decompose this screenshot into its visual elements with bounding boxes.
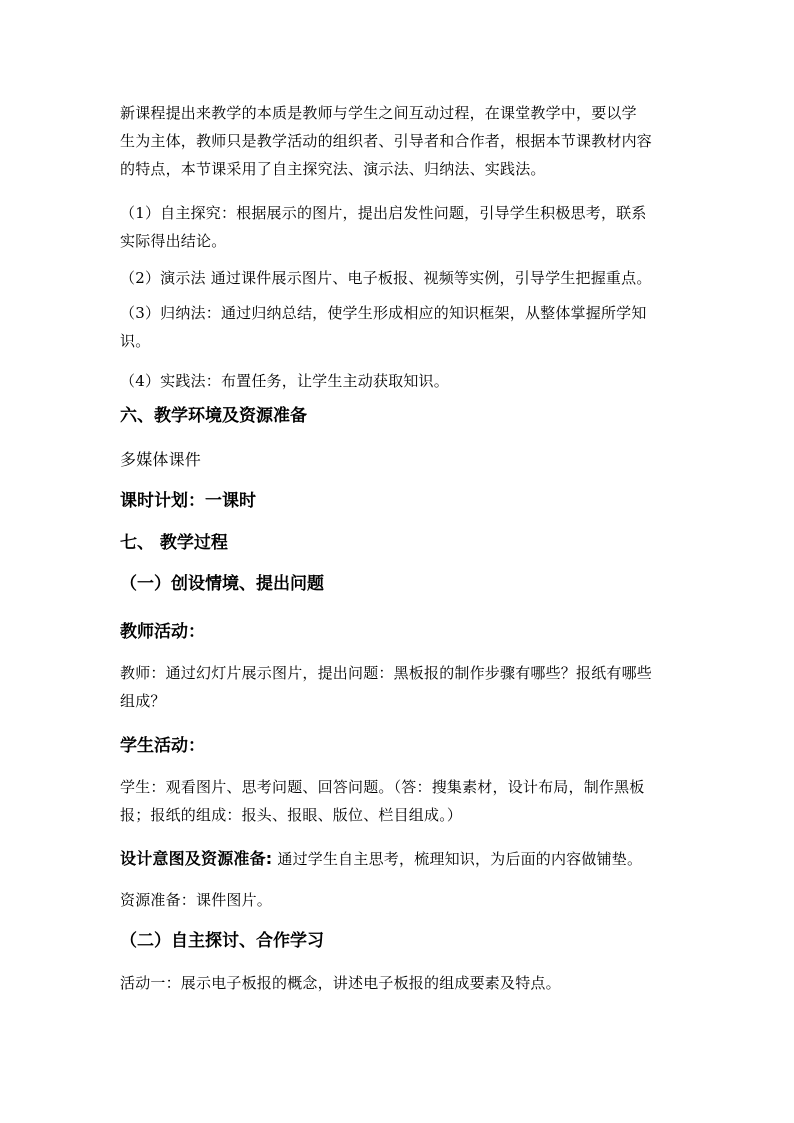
- text-line: 新课程提出来教学的本质是教师与学生之间互动过程，在课堂教学中，要以学: [120, 104, 637, 122]
- text-line: （3）归纳法：通过归纳总结，使学生形成相应的知识框架，从整体掌握所学知: [120, 304, 647, 322]
- intro-paragraph: [120, 99, 680, 183]
- resource-paragraph: [120, 886, 680, 914]
- teacher-activity-text: [120, 659, 680, 715]
- section-6-body: [120, 446, 680, 474]
- method-1-paragraph: [120, 199, 680, 255]
- subsection-2-heading: （二）自主探讨、合作学习: [120, 931, 324, 951]
- text-line: 组成？: [120, 692, 166, 710]
- design-intent-label: 设计意图及资源准备:: [120, 849, 273, 868]
- text-line: （4）实践法：布置任务，让学生主动获取知识。: [120, 372, 449, 390]
- text-line: 学生：观看图片、思考问题、回答问题。（答：搜集素材，设计布局，制作黑板: [120, 778, 645, 796]
- student-activity-text: [120, 773, 680, 829]
- text-line: （1）自主探究：根据展示的图片，提出启发性问题，引导学生积极思考，联系: [120, 204, 647, 222]
- method-2-paragraph: [120, 264, 680, 292]
- text-line: 活动一：展示电子板报的概念，讲述电子板报的组成要素及特点。: [120, 974, 561, 992]
- text-line: （2）演示法 通过课件展示图片、电子板报、视频等实例，引导学生把握重点。: [120, 269, 652, 287]
- activity-1-paragraph: [120, 969, 680, 997]
- text-line: [120, 845, 680, 873]
- design-intent-text: 通过学生自主思考，梳理知识，为后面的内容做铺垫。: [272, 850, 643, 868]
- method-4-paragraph: [120, 367, 680, 395]
- student-activity-label: 学生活动：: [120, 736, 205, 756]
- text-line: 报；报纸的组成：报头、报眼、版位、栏目组成。）: [120, 806, 463, 824]
- section-6-heading: 六、教学环境及资源准备: [120, 406, 307, 426]
- section-7-heading: 七、 教学过程: [120, 533, 228, 553]
- text-line: 资源准备：课件图片。: [120, 891, 273, 909]
- teacher-activity-label: 教师活动：: [120, 622, 205, 642]
- text-line: 教师：通过幻灯片展示图片，提出问题：黑板报的制作步骤有哪些？报纸有哪些: [120, 664, 653, 682]
- design-intent-paragraph: [120, 845, 680, 873]
- text-line: 生为主体，教师只是教学活动的组织者、引导者和合作者，根据本节课教材内容: [120, 132, 653, 150]
- text-line: 的特点，本节课采用了自主探究法、演示法、归纳法、实践法。: [120, 160, 546, 178]
- lesson-plan-heading: 课时计划：一课时: [120, 491, 256, 511]
- method-3-paragraph: [120, 299, 680, 355]
- subsection-1-heading: （一）创设情境、提出问题: [120, 574, 324, 594]
- text-line: 多媒体课件: [120, 450, 202, 469]
- text-line: 识。: [120, 332, 151, 350]
- text-line: 实际得出结论。: [120, 232, 227, 250]
